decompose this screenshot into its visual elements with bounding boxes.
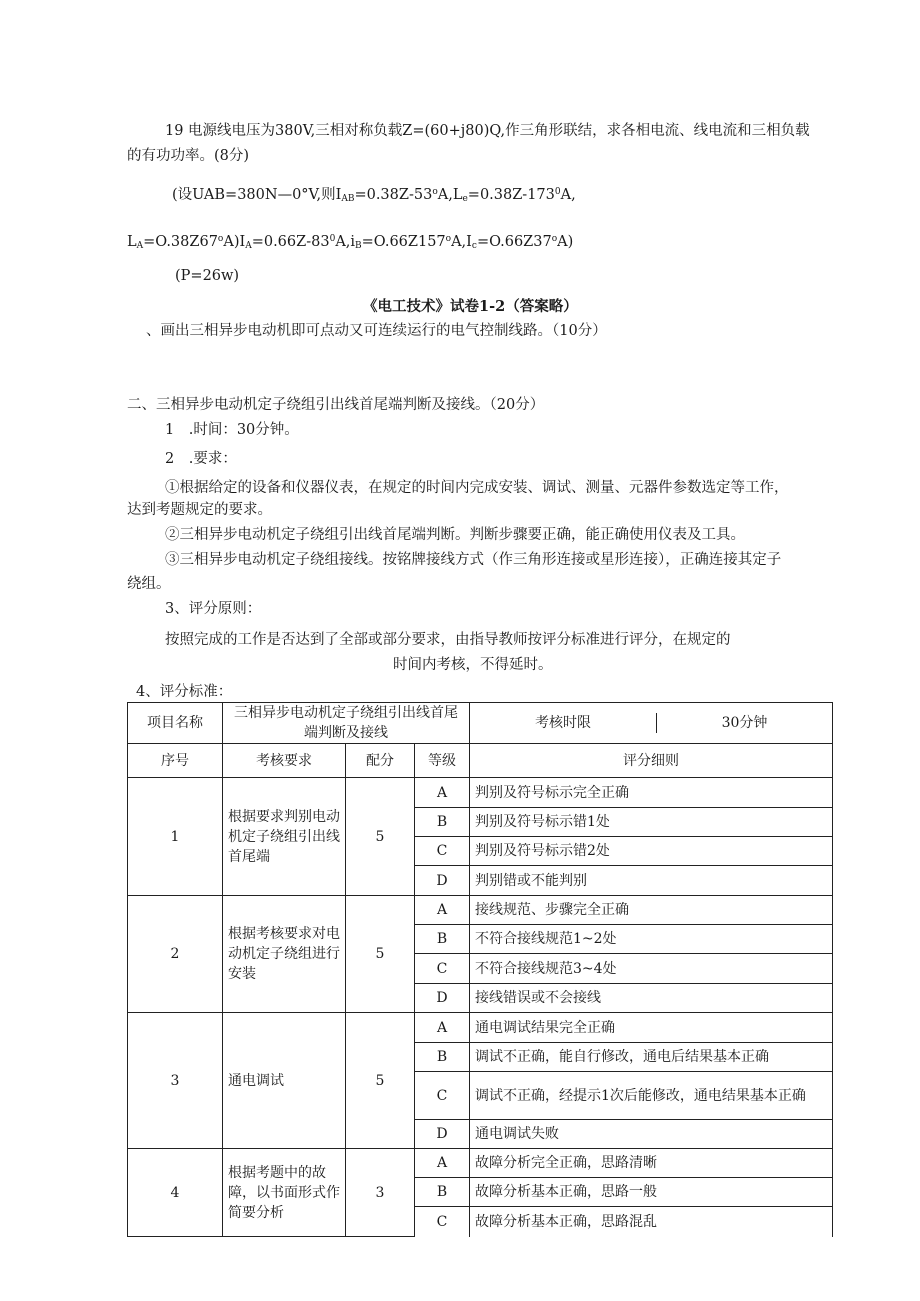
grade-detail: 判别及符号标示完全正确 xyxy=(470,778,833,808)
grade-detail: 调试不正确，经提示1次后能修改，通电结果基本正确 xyxy=(470,1072,833,1120)
row-3-requirement: 通电调试 xyxy=(223,1013,346,1149)
row-3-num: 3 xyxy=(128,1013,223,1149)
table-row xyxy=(128,1013,833,1043)
q2-principle-line-2: 时间内考核，不得延时。 xyxy=(393,657,553,673)
grade-letter: B xyxy=(415,1043,470,1072)
grade-letter: B xyxy=(415,925,470,954)
q19-line-1: 19 电源线电压为380V,三相对称负载Z=(60+j80)Q,作三角形联结，求各相电流、线电流和三相负载 xyxy=(165,123,810,139)
grade-letter: C xyxy=(415,954,470,984)
row-4-num: 4 xyxy=(128,1149,223,1237)
grade-detail: 通电调试失败 xyxy=(470,1120,833,1149)
grade-letter: D xyxy=(415,1120,470,1149)
time-limit-box xyxy=(470,713,832,733)
grade-letter: D xyxy=(415,984,470,1013)
row-1-requirement: 根据要求判别电动机定子绕组引出线首尾端 xyxy=(223,778,346,896)
answer-line-1: (设UAB=380N—0°V,则$I_{AB}=0.38Z-53^oA,L_e=0.38Z-173^0A$, xyxy=(172,187,576,204)
row-2-score: 5 xyxy=(346,896,415,1013)
q2-item-3: 3、评分原则： xyxy=(165,601,262,617)
grade-letter: A xyxy=(415,896,470,925)
table-row xyxy=(128,1149,833,1178)
grade-letter: C xyxy=(415,837,470,866)
q2-requirement-1-line-2: 达到考题规定的要求。 xyxy=(127,502,272,518)
grade-detail: 判别及符号标示错2处 xyxy=(470,837,833,866)
exam-title: 《电工技术》试卷1-2（答案略） xyxy=(363,298,578,315)
grade-detail: 故障分析基本正确，思路混乱 xyxy=(470,1207,833,1237)
answer-power: (P=26w) xyxy=(175,268,240,284)
grade-detail: 判别错或不能判别 xyxy=(470,866,833,896)
grade-letter: C xyxy=(415,1072,470,1120)
question-1: 、画出三相异步电动机即可点动又可连续运行的电气控制线路。（10分） xyxy=(146,323,607,339)
header-num: 序号 xyxy=(128,744,223,778)
header-requirement: 考核要求 xyxy=(223,744,346,778)
grade-letter: A xyxy=(415,778,470,808)
project-value: 三相异步电动机定子绕组引出线首尾端判断及接线 xyxy=(223,703,470,744)
time-value: 30分钟 xyxy=(721,715,768,731)
q2-requirement-3-line-1: ③三相异步电动机定子绕组接线。按铭牌接线方式（作三角形连接或星形连接），正确连接其定子 xyxy=(165,552,782,568)
grade-detail: 不符合接线规范3~4处 xyxy=(470,954,833,984)
row-1-num: 1 xyxy=(128,778,223,896)
grade-letter: B xyxy=(415,808,470,837)
q2-item-1: 1 .时间：30分钟。 xyxy=(165,422,299,438)
q2-item-2: 2 .要求： xyxy=(165,451,237,467)
grade-detail: 通电调试结果完全正确 xyxy=(470,1013,833,1043)
question-2-heading: 二、三相异步电动机定子绕组引出线首尾端判断及接线。（20分） xyxy=(127,397,545,413)
table-header-row xyxy=(128,744,833,778)
grade-detail: 判别及符号标示错1处 xyxy=(470,808,833,837)
q2-requirement-2: ②三相异步电动机定子绕组引出线首尾端判断。判断步骤要正确，能正确使用仪表及工具。 xyxy=(165,527,745,543)
row-2-num: 2 xyxy=(128,896,223,1013)
q2-requirement-1-line-1: ①根据给定的设备和仪器仪表，在规定的时间内完成安装、调试、测量、元器件参数选定等工作， xyxy=(165,480,789,496)
header-score: 配分 xyxy=(346,744,415,778)
grade-detail: 故障分析完全正确，思路清晰 xyxy=(470,1149,833,1178)
table-row xyxy=(128,896,833,925)
grade-detail: 调试不正确，能自行修改，通电后结果基本正确 xyxy=(470,1043,833,1072)
table-project-row xyxy=(128,703,833,744)
row-4-score: 3 xyxy=(346,1149,415,1237)
row-4-requirement: 根据考题中的故障，以书面形式作简要分析 xyxy=(223,1149,346,1237)
grade-letter: A xyxy=(415,1013,470,1043)
row-3-score: 5 xyxy=(346,1013,415,1149)
grade-letter: D xyxy=(415,866,470,896)
grade-detail: 接线错误或不会接线 xyxy=(470,984,833,1013)
answer-line-2: $L_A=O.38Z67^oA)I_A=0.66Z-83^0A,i_B=O.66Z157^oA,I_c=O.66Z37^oA$) xyxy=(127,234,574,251)
header-detail: 评分细则 xyxy=(470,744,833,778)
q2-item-4: 4、评分标准： xyxy=(136,684,233,700)
scoring-table xyxy=(127,702,833,1237)
time-label: 考核时限 xyxy=(470,713,657,733)
grade-letter: C xyxy=(415,1207,470,1237)
grade-letter: A xyxy=(415,1149,470,1178)
q2-principle-line-1: 按照完成的工作是否达到了全部或部分要求，由指导教师按评分标准进行评分，在规定的 xyxy=(165,632,731,648)
row-2-requirement: 根据考核要求对电动机定子绕组进行安装 xyxy=(223,896,346,1013)
header-grade: 等级 xyxy=(415,744,470,778)
row-1-score: 5 xyxy=(346,778,415,896)
grade-detail: 接线规范、步骤完全正确 xyxy=(470,896,833,925)
grade-detail: 故障分析基本正确，思路一般 xyxy=(470,1178,833,1207)
q2-requirement-3-line-2: 绕组。 xyxy=(127,576,171,592)
table-row xyxy=(128,778,833,808)
grade-letter: B xyxy=(415,1178,470,1207)
grade-detail: 不符合接线规范1~2处 xyxy=(470,925,833,954)
q19-line-2: 的有功功率。(8分) xyxy=(127,148,250,164)
project-label: 项目名称 xyxy=(128,703,223,744)
